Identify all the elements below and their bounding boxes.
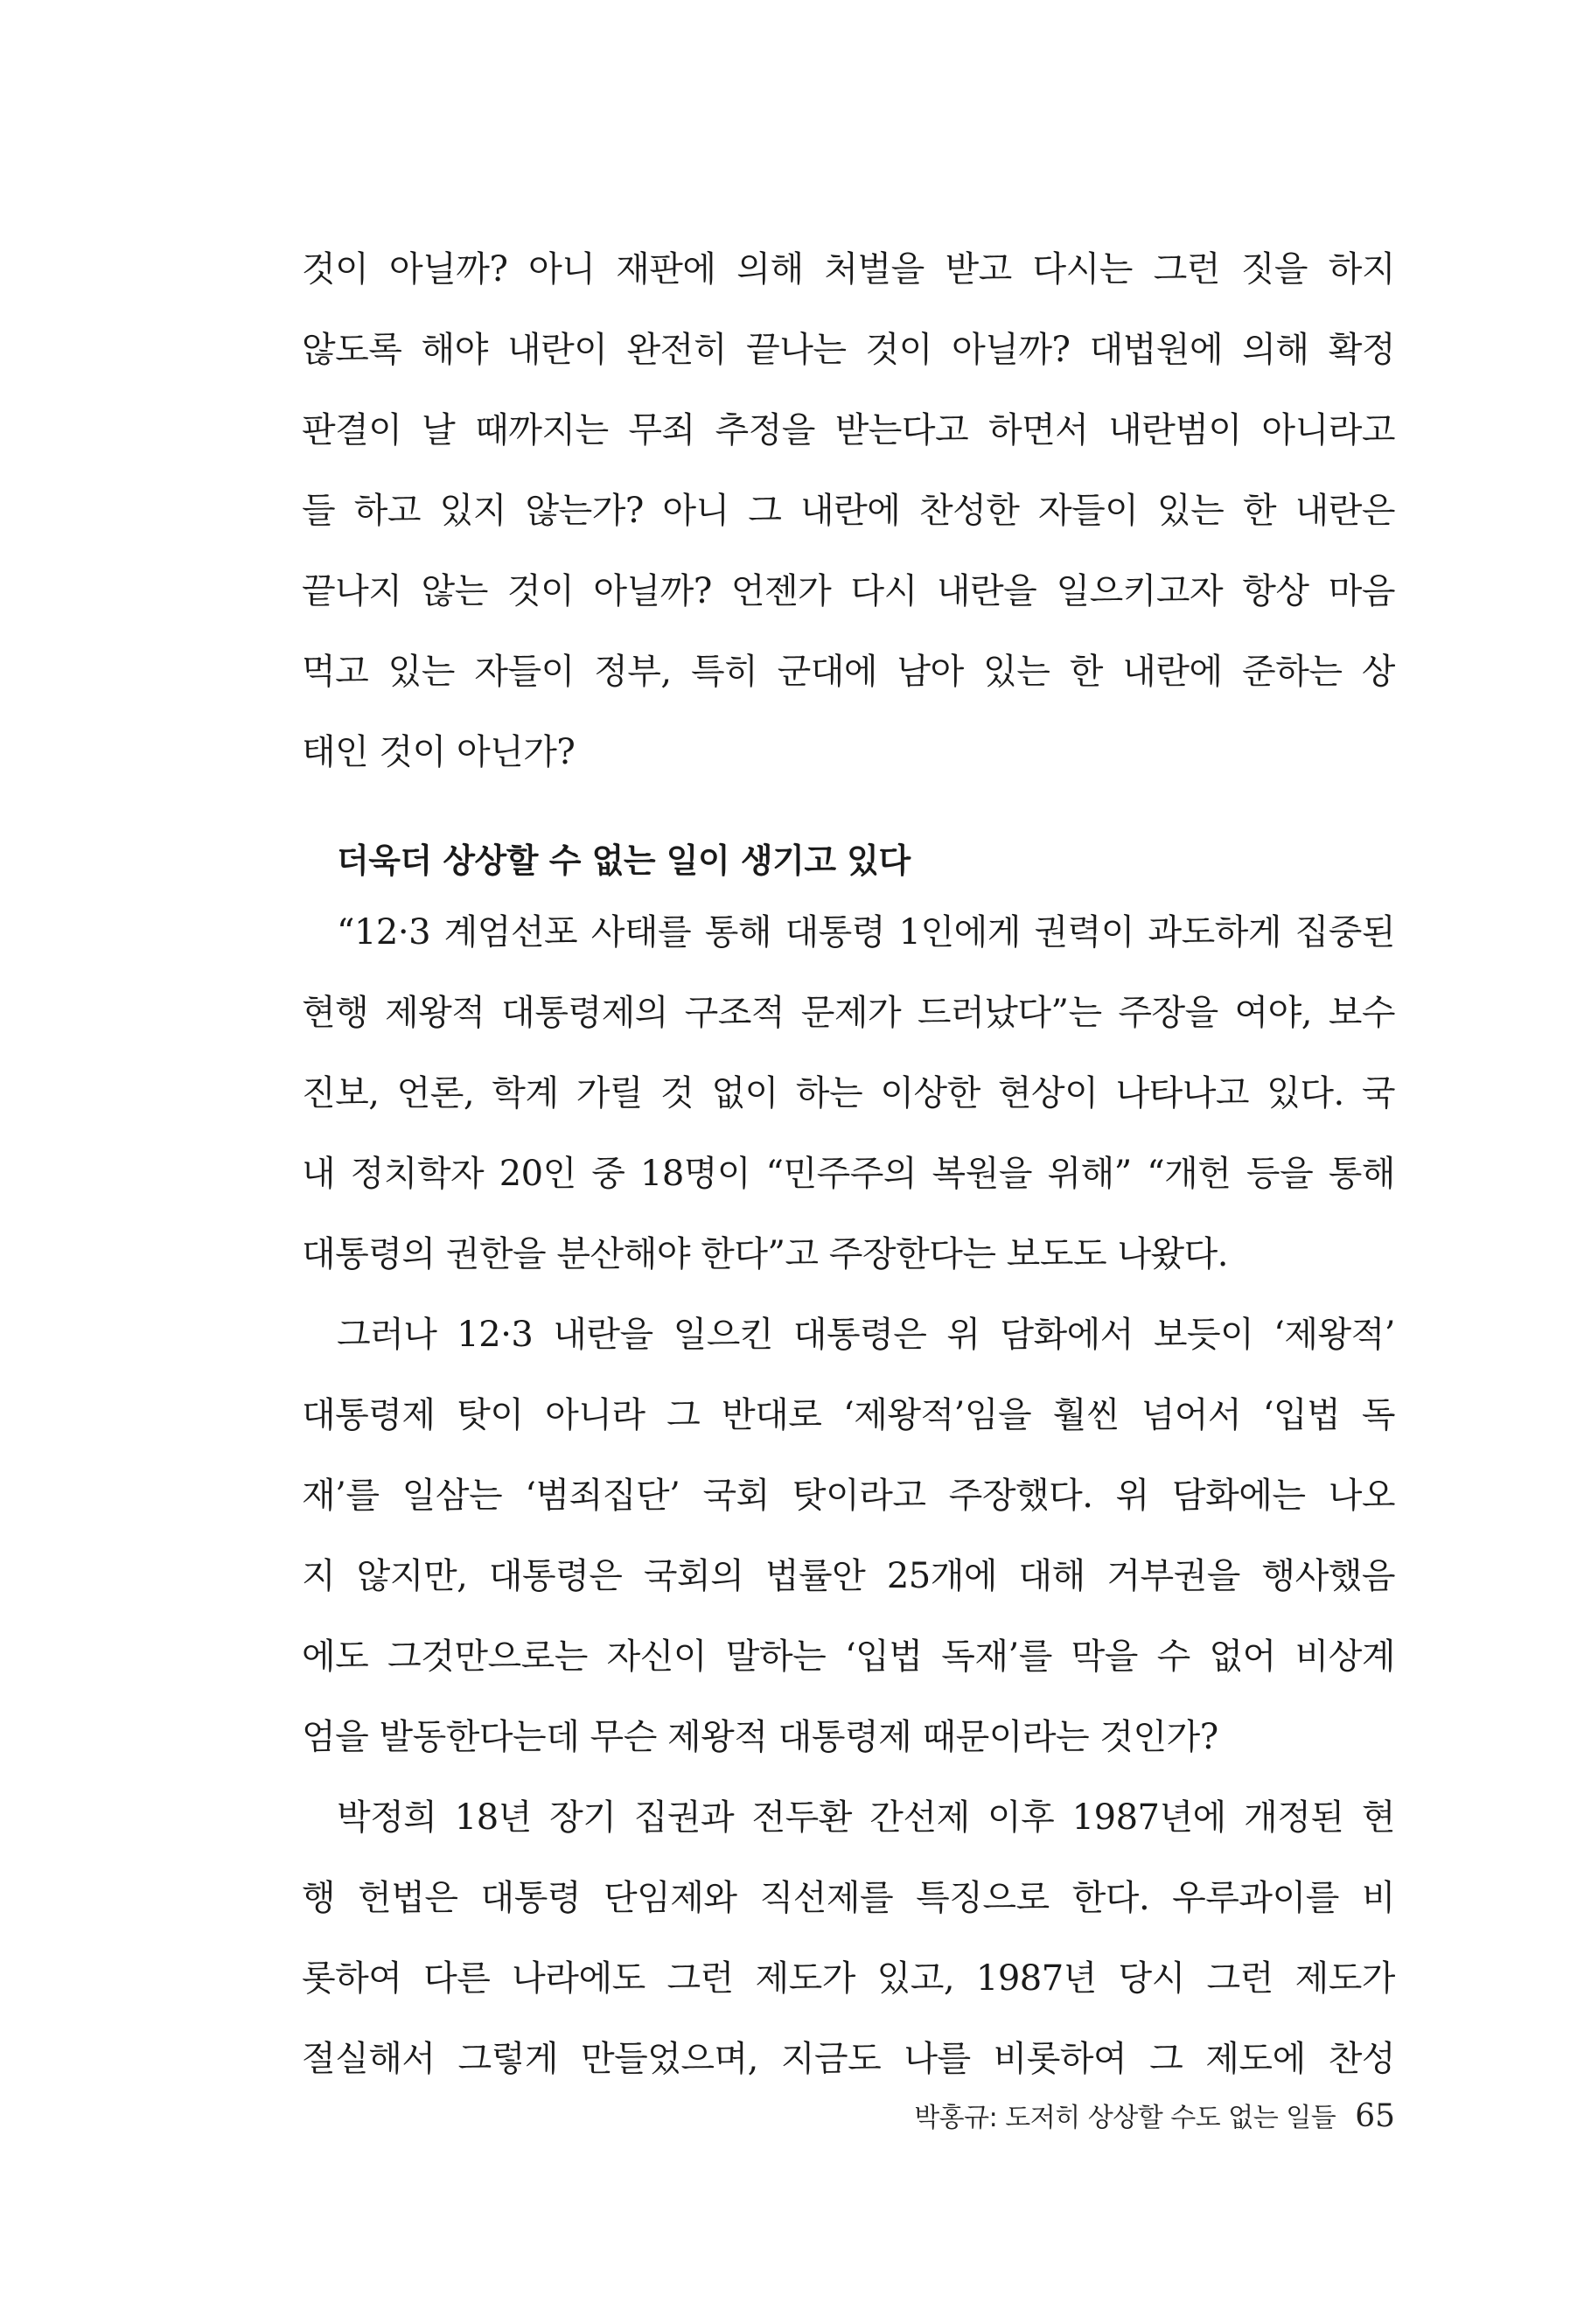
text-line: 것이 아닐까? 아니 재판에 의해 처벌을 받고 다시는 그런 짓을 하지 bbox=[302, 249, 1395, 290]
text-line: 끝나지 않는 것이 아닐까? 언젠가 다시 내란을 일으키고자 항상 마음 bbox=[302, 571, 1395, 611]
text-line: 절실해서 그렇게 만들었으며, 지금도 나를 비롯하여 그 제도에 찬성 bbox=[302, 2039, 1395, 2079]
text-line: 행 헌법은 대통령 단임제와 직선제를 특징으로 한다. 우루과이를 비 bbox=[302, 1878, 1395, 1918]
section-body bbox=[302, 892, 1395, 2099]
text-line: 내 정치학자 20인 중 18명이 “민주주의 복원을 위해” “개헌 등을 통해 bbox=[302, 1154, 1395, 1194]
text-line: 그러나 12·3 내란을 일으킨 대통령은 위 담화에서 보듯이 ‘제왕적’ bbox=[337, 1315, 1395, 1355]
text-line: 들 하고 있지 않는가? 아니 그 내란에 찬성한 자들이 있는 한 내란은 bbox=[302, 491, 1395, 531]
section-heading: 더욱더 상상할 수 없는 일이 생기고 있다 bbox=[337, 841, 911, 880]
text-line: 재’를 일삼는 ‘범죄집단’ 국회 탓이라고 주장했다. 위 담화에는 나오 bbox=[302, 1476, 1395, 1516]
text-line: 지 않지만, 대통령은 국회의 법률안 25개에 대해 거부권을 행사했음 bbox=[302, 1556, 1395, 1596]
text-line: 박정희 18년 장기 집권과 전두환 간선제 이후 1987년에 개정된 현 bbox=[337, 1797, 1395, 1838]
text-line: “12·3 계엄선포 사태를 통해 대통령 1인에게 권력이 과도하게 집중된 bbox=[337, 912, 1395, 953]
page-number: 65 bbox=[1355, 2098, 1395, 2134]
page-footer bbox=[914, 2090, 1395, 2143]
text-line: 에도 그것만으로는 자신이 말하는 ‘입법 독재’를 막을 수 없어 비상계 bbox=[302, 1637, 1395, 1677]
text-line: 않도록 해야 내란이 완전히 끝나는 것이 아닐까? 대법원에 의해 확정 bbox=[302, 330, 1395, 370]
text-line: 엄을 발동한다는데 무슨 제왕적 대통령제 때문이라는 것인가? bbox=[302, 1717, 1218, 1757]
text-line: 롯하여 다른 나라에도 그런 제도가 있고, 1987년 당시 그런 제도가 bbox=[302, 1958, 1395, 1999]
text-line: 진보, 언론, 학계 가릴 것 없이 하는 이상한 현상이 나타나고 있다. 국 bbox=[302, 1073, 1395, 1113]
text-line: 현행 제왕적 대통령제의 구조적 문제가 드러났다”는 주장을 여야, 보수 bbox=[302, 993, 1395, 1033]
running-title: 박홍규: 도저히 상상할 수도 없는 일들 bbox=[914, 2103, 1336, 2133]
text-line: 판결이 날 때까지는 무죄 추정을 받는다고 하면서 내란범이 아니라고 bbox=[302, 410, 1395, 450]
text-line: 먹고 있는 자들이 정부, 특히 군대에 남아 있는 한 내란에 준하는 상 bbox=[302, 652, 1395, 692]
text-line: 태인 것이 아닌가? bbox=[302, 732, 576, 772]
text-line: 대통령제 탓이 아니라 그 반대로 ‘제왕적’임을 훨씬 넘어서 ‘입법 독 bbox=[302, 1395, 1395, 1435]
continued-paragraph bbox=[302, 229, 1395, 792]
text-line: 대통령의 권한을 분산해야 한다”고 주장한다는 보도도 나왔다. bbox=[302, 1234, 1228, 1274]
